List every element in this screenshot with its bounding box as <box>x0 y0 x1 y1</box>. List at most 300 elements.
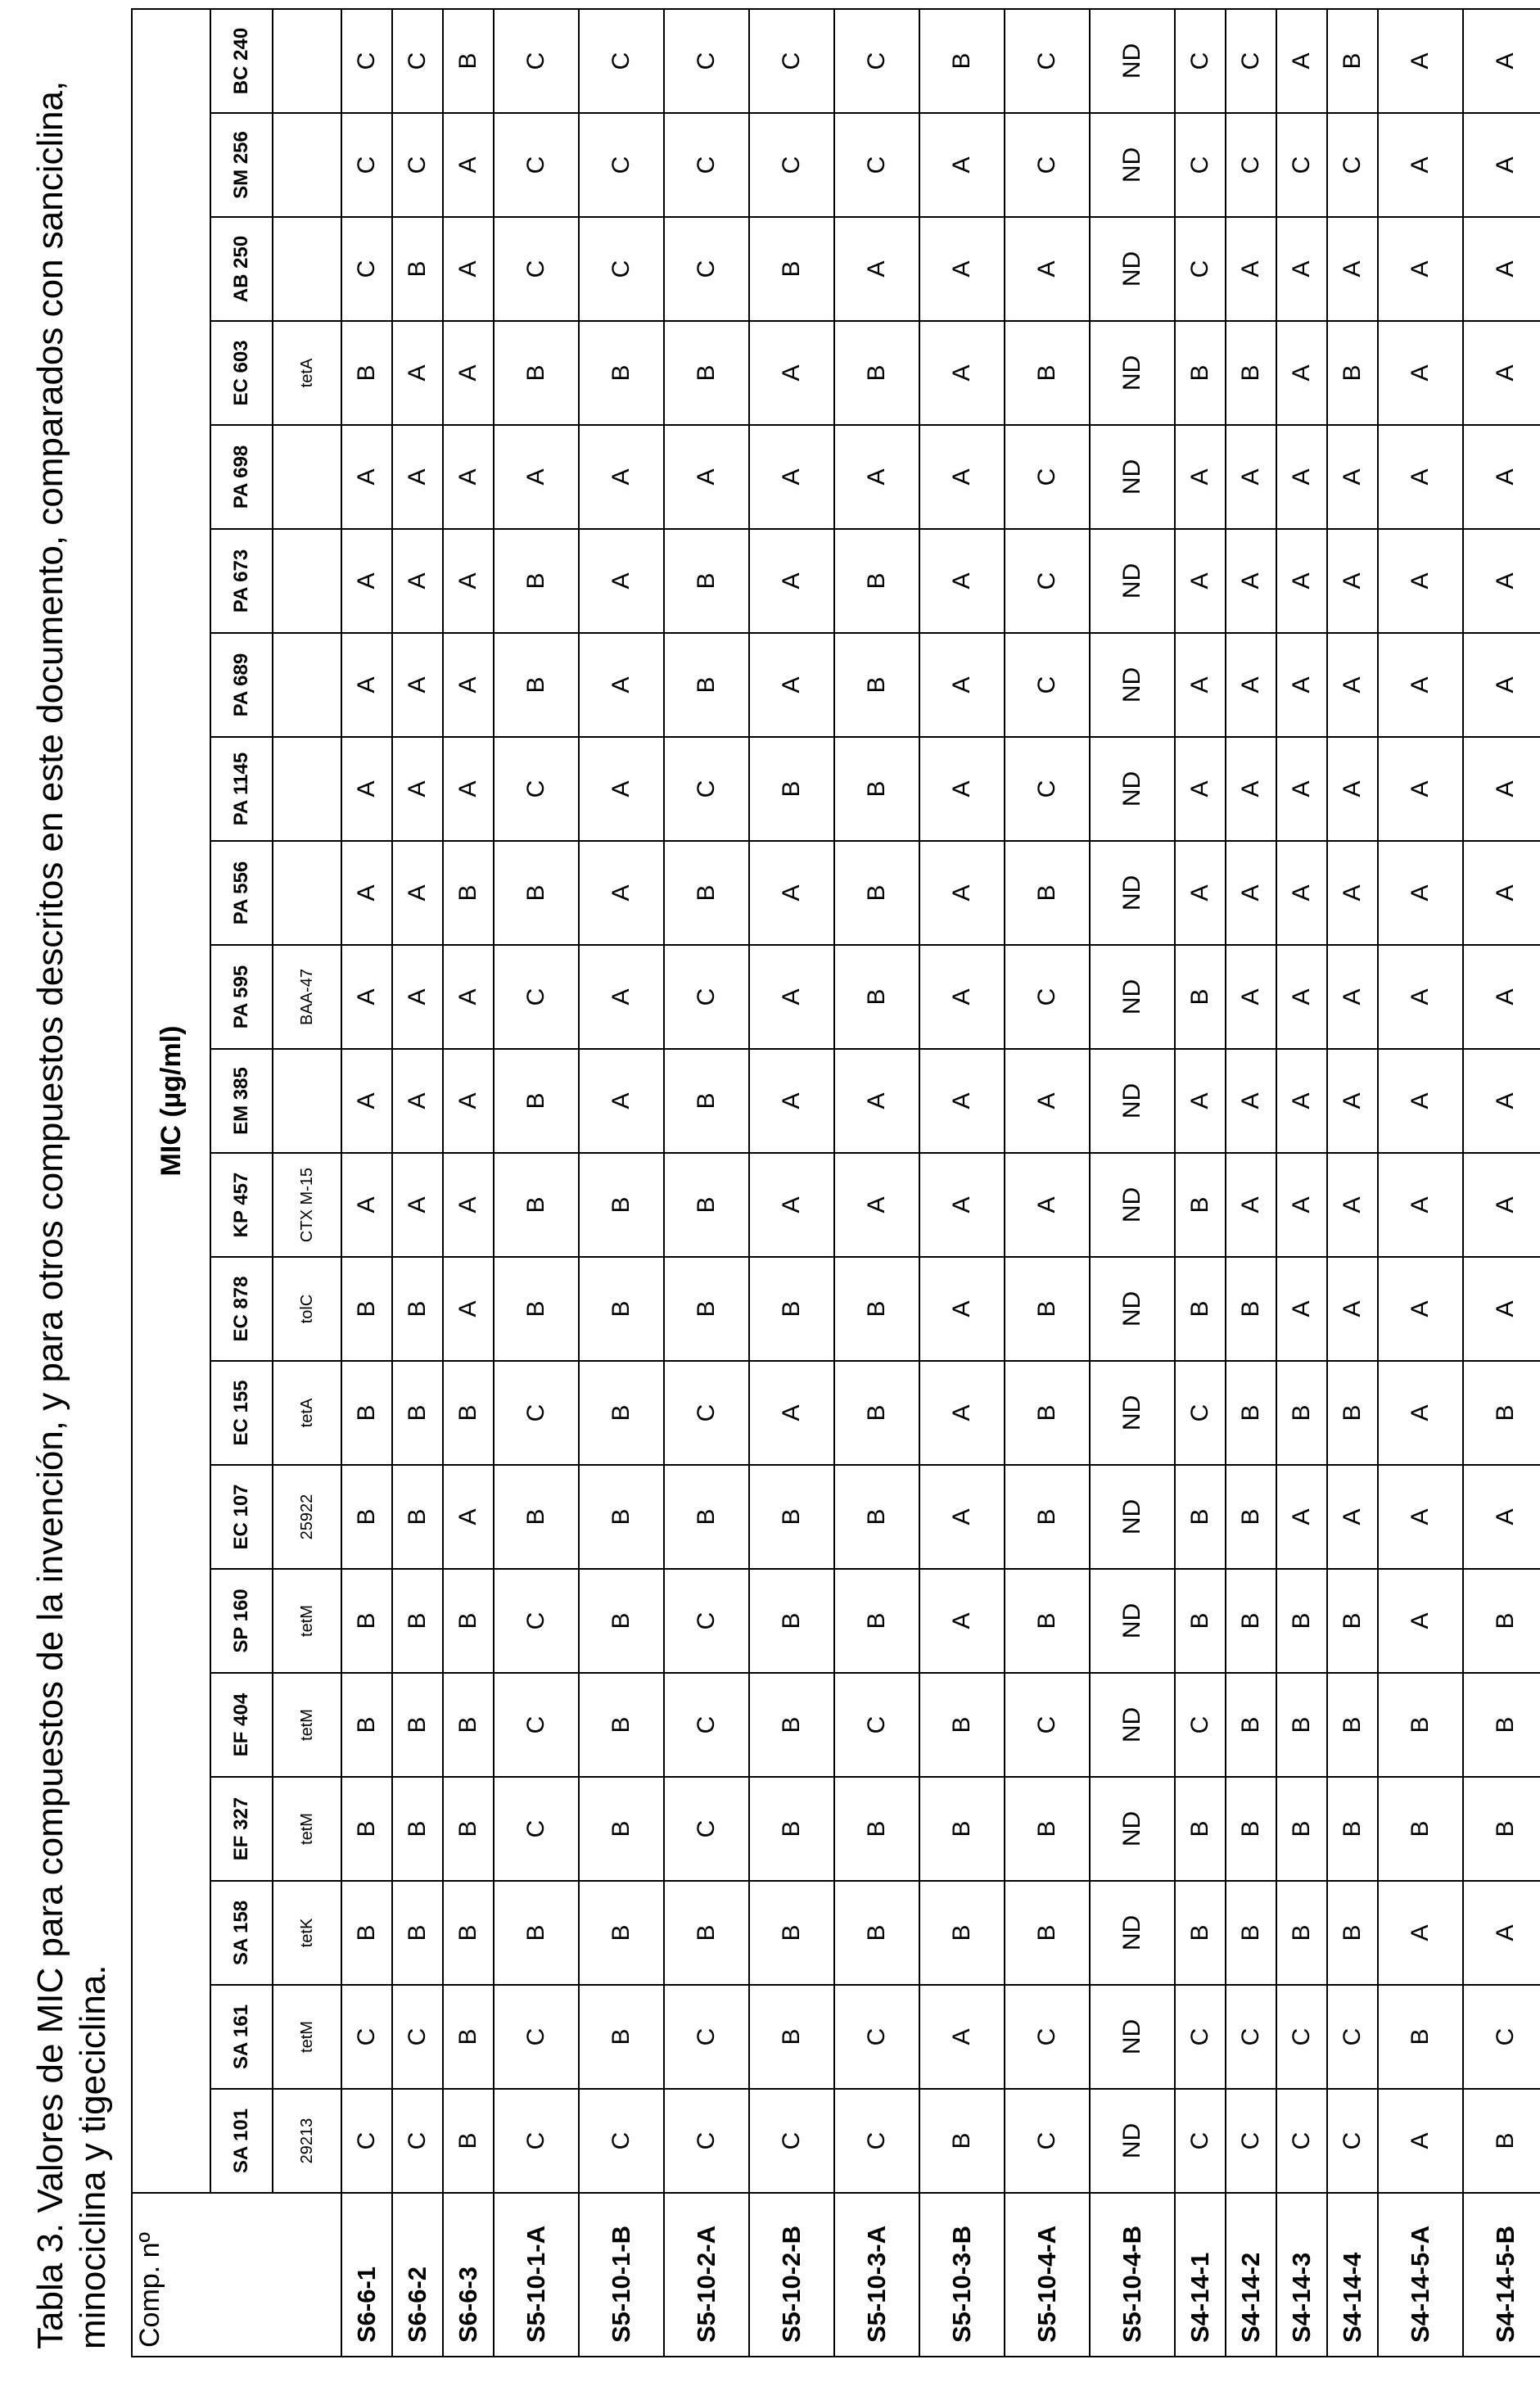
mic-value: A <box>834 217 919 321</box>
mic-value: B <box>1005 1361 1090 1465</box>
mic-value: A <box>1276 529 1327 633</box>
mic-value: A <box>392 841 443 945</box>
mic-value: A <box>1378 1049 1463 1153</box>
mic-value: B <box>579 1361 664 1465</box>
mic-value: C <box>664 945 749 1049</box>
compound-id: S6-6-2 <box>392 2193 443 2357</box>
mic-value: B <box>392 1673 443 1777</box>
mic-value: A <box>341 529 392 633</box>
mic-value: A <box>1327 217 1378 321</box>
mic-value: C <box>494 1985 579 2089</box>
table-row <box>664 9 749 2357</box>
mic-value: A <box>341 633 392 737</box>
mic-value: B <box>494 841 579 945</box>
strain-name: PA 698 <box>210 425 273 529</box>
mic-value: B <box>834 633 919 737</box>
mic-value: C <box>1005 945 1090 1049</box>
mic-value: A <box>341 1049 392 1153</box>
mic-value: ND <box>1090 1465 1175 1569</box>
mic-value: A <box>1327 1465 1378 1569</box>
strain-name: EF 404 <box>210 1673 273 1777</box>
mic-value: A <box>1463 425 1540 529</box>
mic-value: B <box>664 1465 749 1569</box>
mic-value: B <box>579 1673 664 1777</box>
strain-subtype: tetK <box>273 1881 341 1985</box>
mic-value: B <box>443 841 494 945</box>
mic-value: B <box>1175 1465 1226 1569</box>
strain-name: AB 250 <box>210 217 273 321</box>
mic-value: C <box>1005 633 1090 737</box>
mic-value: C <box>1175 1673 1226 1777</box>
strain-name: SA 161 <box>210 1985 273 2089</box>
strain-name: EF 327 <box>210 1777 273 1881</box>
mic-value: C <box>1005 9 1090 113</box>
mic-value: A <box>494 425 579 529</box>
mic-value: A <box>579 529 664 633</box>
mic-value: A <box>1463 529 1540 633</box>
mic-value: A <box>1378 1465 1463 1569</box>
mic-value: A <box>1276 1153 1327 1257</box>
mic-value: C <box>749 113 834 217</box>
mic-value: A <box>579 425 664 529</box>
mic-value: A <box>1327 945 1378 1049</box>
mic-value: A <box>1378 1881 1463 1985</box>
mic-value: ND <box>1090 737 1175 841</box>
mic-value: A <box>919 633 1005 737</box>
mic-value: C <box>1175 1985 1226 2089</box>
mic-value: B <box>494 1257 579 1361</box>
mic-value: B <box>579 321 664 425</box>
strain-name: PA 689 <box>210 633 273 737</box>
table-row <box>749 9 834 2357</box>
mic-value: B <box>919 1777 1005 1881</box>
compound-id: S4-14-2 <box>1226 2193 1276 2357</box>
mic-value: A <box>1276 217 1327 321</box>
mic-table <box>131 8 1540 2357</box>
mic-value: A <box>1175 425 1226 529</box>
mic-value: A <box>1175 633 1226 737</box>
mic-value: A <box>341 841 392 945</box>
compound-id: S5-10-2-A <box>664 2193 749 2357</box>
mic-value: A <box>443 1153 494 1257</box>
mic-value: A <box>919 529 1005 633</box>
mic-value: A <box>392 633 443 737</box>
mic-value: B <box>919 9 1005 113</box>
mic-value: ND <box>1090 841 1175 945</box>
strain-name: EC 603 <box>210 321 273 425</box>
mic-value: A <box>919 1569 1005 1673</box>
mic-value: C <box>664 217 749 321</box>
mic-value: C <box>664 113 749 217</box>
mic-value: A <box>749 1153 834 1257</box>
mic-value: A <box>1276 737 1327 841</box>
mic-value: A <box>1226 217 1276 321</box>
mic-value: A <box>919 841 1005 945</box>
mic-value: A <box>1378 1257 1463 1361</box>
mic-value: A <box>443 1257 494 1361</box>
mic-value: B <box>749 1465 834 1569</box>
compound-id: S4-14-3 <box>1276 2193 1327 2357</box>
mic-value: B <box>1226 321 1276 425</box>
mic-value: ND <box>1090 1777 1175 1881</box>
strain-subtype <box>273 841 341 945</box>
mic-value: B <box>579 1985 664 2089</box>
mic-value: B <box>1175 1569 1226 1673</box>
table-row <box>1005 9 1090 2357</box>
mic-value: B <box>1226 1569 1276 1673</box>
mic-value: C <box>664 9 749 113</box>
mic-value: C <box>579 9 664 113</box>
mic-value: B <box>341 1257 392 1361</box>
mic-header: MIC (µg/ml) <box>132 9 210 2193</box>
mic-value: A <box>1226 841 1276 945</box>
mic-value: A <box>1276 321 1327 425</box>
mic-value: B <box>443 1881 494 1985</box>
mic-value: A <box>1463 633 1540 737</box>
table-row <box>1226 9 1276 2357</box>
mic-value: A <box>1327 841 1378 945</box>
mic-value: B <box>341 1673 392 1777</box>
mic-value: A <box>1463 217 1540 321</box>
mic-value: A <box>443 737 494 841</box>
mic-value: C <box>494 737 579 841</box>
mic-value: ND <box>1090 529 1175 633</box>
strain-subtype <box>273 113 341 217</box>
mic-value: A <box>834 1153 919 1257</box>
mic-value: A <box>749 841 834 945</box>
mic-value: C <box>834 1985 919 2089</box>
mic-value: B <box>664 321 749 425</box>
mic-value: B <box>392 1881 443 1985</box>
mic-value: B <box>1175 321 1226 425</box>
mic-value: B <box>664 1049 749 1153</box>
strain-subtype <box>273 9 341 113</box>
mic-value: A <box>919 321 1005 425</box>
mic-value: B <box>443 2089 494 2193</box>
mic-value: A <box>1463 945 1540 1049</box>
mic-value: C <box>1327 1985 1378 2089</box>
mic-value: B <box>1463 1569 1540 1673</box>
mic-value: B <box>443 1569 494 1673</box>
strain-subtype <box>273 425 341 529</box>
mic-value: C <box>1327 2089 1378 2193</box>
mic-value: B <box>341 321 392 425</box>
mic-value: A <box>392 1049 443 1153</box>
mic-value: B <box>1327 1673 1378 1777</box>
table-row <box>579 9 664 2357</box>
mic-value: A <box>1005 1153 1090 1257</box>
table-row <box>341 9 392 2357</box>
mic-value: A <box>1327 425 1378 529</box>
mic-value: A <box>1378 1153 1463 1257</box>
mic-value: B <box>664 1881 749 1985</box>
mic-value: ND <box>1090 1881 1175 1985</box>
mic-value: A <box>664 425 749 529</box>
compound-id: S4-14-4 <box>1327 2193 1378 2357</box>
mic-value: B <box>1226 1673 1276 1777</box>
mic-value: C <box>1226 2089 1276 2193</box>
strain-subtype: BAA-47 <box>273 945 341 1049</box>
mic-value: A <box>1463 1153 1540 1257</box>
mic-value: C <box>664 737 749 841</box>
mic-value: ND <box>1090 217 1175 321</box>
mic-value: A <box>749 529 834 633</box>
strain-name: SA 101 <box>210 2089 273 2193</box>
mic-value: B <box>749 1881 834 1985</box>
mic-value: C <box>1226 113 1276 217</box>
mic-value: ND <box>1090 945 1175 1049</box>
mic-value: A <box>443 633 494 737</box>
mic-value: A <box>1378 1569 1463 1673</box>
mic-value: A <box>443 113 494 217</box>
mic-value: A <box>919 1985 1005 2089</box>
compound-id: S5-10-4-A <box>1005 2193 1090 2357</box>
mic-value: B <box>494 321 579 425</box>
strain-subtype <box>273 217 341 321</box>
mic-value: B <box>392 1569 443 1673</box>
mic-value: B <box>341 1569 392 1673</box>
mic-value: B <box>834 1777 919 1881</box>
mic-value: C <box>579 113 664 217</box>
mic-value: B <box>919 1673 1005 1777</box>
compound-id: S5-10-3-B <box>919 2193 1005 2357</box>
mic-value: C <box>664 1673 749 1777</box>
mic-value: B <box>494 1153 579 1257</box>
mic-value: A <box>443 945 494 1049</box>
mic-value: B <box>1378 1777 1463 1881</box>
strain-name: SA 158 <box>210 1881 273 1985</box>
mic-value: A <box>1378 113 1463 217</box>
mic-value: A <box>1226 1153 1276 1257</box>
mic-value: A <box>1327 529 1378 633</box>
mic-value: C <box>1175 113 1226 217</box>
mic-value: A <box>1175 841 1226 945</box>
table-caption: Tabla 3. Valores de MIC para compuestos de la invención, y para otros compuestos descritos en este documento, comparados con sanciclina, minociclina y tigeciclina. <box>29 56 115 2349</box>
mic-value: C <box>1175 217 1226 321</box>
mic-value: A <box>443 1465 494 1569</box>
mic-value: A <box>749 1049 834 1153</box>
mic-value: B <box>1463 2089 1540 2193</box>
mic-value: B <box>1327 1881 1378 1985</box>
mic-value: B <box>664 841 749 945</box>
strain-name: SP 160 <box>210 1569 273 1673</box>
mic-value: C <box>341 113 392 217</box>
mic-value: B <box>1276 1777 1327 1881</box>
mic-value: A <box>579 1049 664 1153</box>
mic-value: A <box>1226 633 1276 737</box>
compound-id: S5-10-2-B <box>749 2193 834 2357</box>
mic-value: ND <box>1090 1673 1175 1777</box>
mic-value: B <box>1226 1881 1276 1985</box>
compound-id: S4-14-1 <box>1175 2193 1226 2357</box>
mic-value: A <box>834 425 919 529</box>
mic-value: B <box>341 1465 392 1569</box>
strain-subtype: tetM <box>273 1777 341 1881</box>
mic-value: B <box>1005 321 1090 425</box>
mic-value: A <box>1378 529 1463 633</box>
mic-value: A <box>1327 737 1378 841</box>
mic-value: B <box>1175 1257 1226 1361</box>
strain-name: EC 155 <box>210 1361 273 1465</box>
mic-value: A <box>1276 425 1327 529</box>
mic-value: B <box>1005 1257 1090 1361</box>
mic-value: C <box>392 113 443 217</box>
mic-value: ND <box>1090 113 1175 217</box>
mic-value: B <box>579 1569 664 1673</box>
mic-value: A <box>1175 529 1226 633</box>
mic-value: A <box>443 217 494 321</box>
mic-value: B <box>749 1777 834 1881</box>
compound-id: S6-6-3 <box>443 2193 494 2357</box>
mic-value: A <box>1226 425 1276 529</box>
mic-value: B <box>1226 1465 1276 1569</box>
mic-value: C <box>494 1361 579 1465</box>
mic-value: B <box>834 841 919 945</box>
mic-value: ND <box>1090 1985 1175 2089</box>
strain-subtype <box>273 737 341 841</box>
mic-value: A <box>919 1153 1005 1257</box>
table-row <box>834 9 919 2357</box>
mic-value: A <box>1378 9 1463 113</box>
mic-value: A <box>1378 425 1463 529</box>
mic-value: C <box>494 1673 579 1777</box>
mic-value: A <box>1463 1257 1540 1361</box>
mic-value: C <box>392 9 443 113</box>
mic-value: C <box>664 2089 749 2193</box>
mic-value: A <box>749 425 834 529</box>
mic-value: C <box>664 1361 749 1465</box>
mic-value: ND <box>1090 2089 1175 2193</box>
compound-id: S5-10-3-A <box>834 2193 919 2357</box>
mic-value: A <box>919 1049 1005 1153</box>
mic-value: B <box>834 737 919 841</box>
mic-value: C <box>1005 529 1090 633</box>
mic-value: B <box>1005 1465 1090 1569</box>
mic-value: A <box>1463 1881 1540 1985</box>
mic-value: A <box>834 1049 919 1153</box>
compound-header: Comp. nº <box>132 2193 341 2357</box>
mic-value: A <box>1463 113 1540 217</box>
mic-value: ND <box>1090 425 1175 529</box>
mic-value: B <box>392 1777 443 1881</box>
mic-value: A <box>1005 1049 1090 1153</box>
mic-value: A <box>341 945 392 1049</box>
mic-value: A <box>1378 1361 1463 1465</box>
mic-value: ND <box>1090 1361 1175 1465</box>
mic-value: A <box>341 425 392 529</box>
mic-value: A <box>1378 633 1463 737</box>
mic-value: C <box>1276 2089 1327 2193</box>
mic-value: B <box>494 633 579 737</box>
mic-value: B <box>1378 1985 1463 2089</box>
mic-value: A <box>1378 217 1463 321</box>
table-row <box>1378 9 1463 2357</box>
strain-subtype <box>273 633 341 737</box>
mic-value: A <box>392 945 443 1049</box>
mic-value: B <box>1327 9 1378 113</box>
mic-value: A <box>749 1361 834 1465</box>
mic-value: ND <box>1090 1569 1175 1673</box>
compound-id: S5-10-1-A <box>494 2193 579 2357</box>
mic-value: B <box>1327 1777 1378 1881</box>
mic-value: ND <box>1090 321 1175 425</box>
mic-value: A <box>1463 9 1540 113</box>
mic-value: A <box>1378 737 1463 841</box>
mic-value: C <box>494 113 579 217</box>
strain-subtype: tolC <box>273 1257 341 1361</box>
mic-value: C <box>1463 1985 1540 2089</box>
table-row <box>1090 9 1175 2357</box>
rotated-content <box>0 0 1540 2382</box>
compound-id: S4-14-5-B <box>1463 2193 1540 2357</box>
mic-value: B <box>919 1881 1005 1985</box>
mic-value: B <box>341 1881 392 1985</box>
mic-value: C <box>1175 1361 1226 1465</box>
mic-value: A <box>1226 737 1276 841</box>
table-row <box>494 9 579 2357</box>
strain-name: KP 457 <box>210 1153 273 1257</box>
mic-value: ND <box>1090 1153 1175 1257</box>
mic-value: A <box>579 945 664 1049</box>
strain-name: EC 107 <box>210 1465 273 1569</box>
mic-value: A <box>1463 1465 1540 1569</box>
mic-value: A <box>392 425 443 529</box>
table-row <box>1327 9 1378 2357</box>
mic-value: A <box>392 1153 443 1257</box>
mic-value: B <box>579 1153 664 1257</box>
mic-value: B <box>1175 1881 1226 1985</box>
mic-value: A <box>1226 529 1276 633</box>
strain-subtype: tetA <box>273 321 341 425</box>
mic-value: A <box>1276 1257 1327 1361</box>
mic-value: B <box>1005 1881 1090 1985</box>
mic-value: ND <box>1090 9 1175 113</box>
mic-value: B <box>494 1049 579 1153</box>
mic-value: A <box>392 737 443 841</box>
compound-id: S5-10-4-B <box>1090 2193 1175 2357</box>
mic-value: C <box>749 2089 834 2193</box>
mic-value: B <box>834 1881 919 1985</box>
mic-value: C <box>664 1777 749 1881</box>
mic-value: A <box>1463 1049 1540 1153</box>
mic-value: B <box>579 1881 664 1985</box>
mic-value: B <box>392 1257 443 1361</box>
mic-value: B <box>749 1257 834 1361</box>
table-row <box>1175 9 1226 2357</box>
mic-value: A <box>341 1153 392 1257</box>
mic-value: B <box>834 321 919 425</box>
mic-value: B <box>1226 1257 1276 1361</box>
mic-value: C <box>341 1985 392 2089</box>
mic-value: A <box>1463 841 1540 945</box>
mic-value: A <box>443 529 494 633</box>
mic-value: B <box>1175 1777 1226 1881</box>
strain-subtype <box>273 1049 341 1153</box>
mic-value: B <box>919 2089 1005 2193</box>
table-row <box>919 9 1005 2357</box>
mic-value: B <box>834 529 919 633</box>
mic-value: B <box>834 1465 919 1569</box>
mic-value: A <box>1327 1153 1378 1257</box>
strain-subtype: tetM <box>273 1985 341 2089</box>
table-row <box>1463 9 1540 2357</box>
mic-value: C <box>834 113 919 217</box>
mic-value: C <box>664 1985 749 2089</box>
mic-value: A <box>919 1257 1005 1361</box>
mic-value: C <box>494 1777 579 1881</box>
mic-value: C <box>1226 9 1276 113</box>
mic-value: A <box>1276 1049 1327 1153</box>
